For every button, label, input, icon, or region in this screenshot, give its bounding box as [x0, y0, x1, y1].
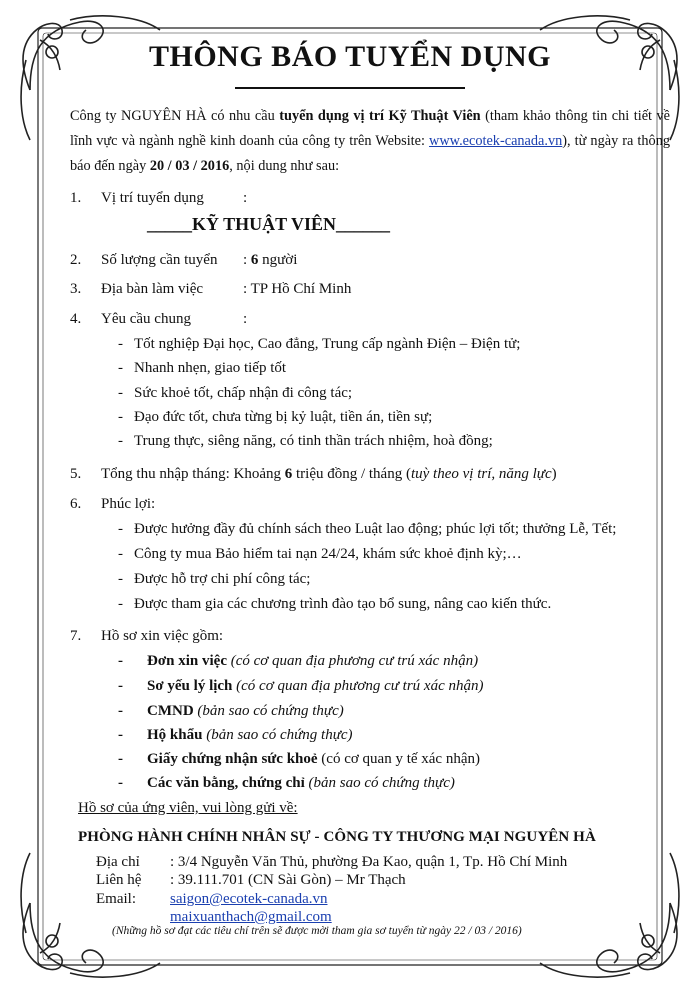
bullet: - — [118, 409, 123, 425]
address-value: : 3/4 Nguyễn Văn Thủ, phường Đa Kao, quận 1, Tp. Hồ Chí Minh — [170, 854, 568, 870]
document-note: (bản sao có chứng thực) — [193, 703, 344, 719]
phone-value: : 39.111.701 (CN Sài Gòn) – Mr Thạch — [170, 872, 406, 888]
email-link-1[interactable]: saigon@ecotek-canada.vn — [170, 891, 328, 907]
bullet: - — [118, 751, 123, 767]
document-name: Đơn xin việc — [147, 653, 227, 669]
item-number: 6. — [70, 496, 82, 512]
bullet: - — [118, 385, 123, 401]
bullet: - — [118, 521, 123, 537]
item-label: Hồ sơ xin việc gồm: — [101, 628, 224, 644]
job-title-lead: _____ — [147, 214, 192, 234]
document-note: (bản sao có chứng thực) — [202, 727, 353, 743]
headcount: 6 — [250, 252, 259, 268]
email-link-2[interactable]: maixuanthach@gmail.com — [170, 909, 332, 925]
income-note: tuỳ theo vị trí, năng lực — [410, 466, 552, 482]
footer-note: (Những hồ sơ đạt các tiêu chí trên sẽ được mời tham gia sơ tuyển từ ngày 22 / 03 / 2016) — [112, 925, 522, 937]
item-colon: : — [243, 311, 248, 327]
bullet: - — [118, 703, 123, 719]
value-suffix: người — [258, 252, 298, 268]
bullet: - — [118, 571, 123, 587]
income-text: Tổng thu nhập tháng: Khoảng — [101, 466, 285, 482]
item-value: : TP Hồ Chí Minh — [243, 281, 352, 297]
intro-paragraph — [70, 104, 670, 179]
item-text — [101, 464, 557, 484]
intro-position: tuyển dụng vị trí Kỹ Thuật Viên — [279, 108, 481, 124]
title-underline — [235, 87, 465, 89]
page-title: THÔNG BÁO TUYỂN DỤNG — [149, 40, 551, 73]
bullet-text: Trung thực, siêng năng, có tinh thần trách nhiệm, hoà đồng; — [134, 433, 493, 449]
document-name: Sơ yếu lý lịch — [147, 678, 233, 694]
income-close: ) — [551, 466, 557, 482]
item-label: Phúc lợi: — [101, 496, 156, 512]
document-note: (có cơ quan địa phương cư trú xác nhận) — [226, 653, 479, 669]
intro-text-3: ), từ ngày ra thông báo đến ngày — [70, 133, 670, 174]
bullet-text: Được hưởng đầy đủ chính sách theo Luật lao động; phúc lợi tốt; thưởng Lễ, Tết; — [134, 521, 617, 537]
bullet: - — [118, 546, 123, 562]
bullet: - — [118, 336, 123, 352]
send-instruction: Hồ sơ của ứng viên, vui lòng gửi về: — [78, 800, 298, 816]
item-value — [243, 250, 297, 270]
department-name: PHÒNG HÀNH CHÍNH NHÂN SỰ - CÔNG TY THƯƠNG MẠI NGUYÊN HÀ — [78, 829, 596, 845]
bullet: - — [118, 596, 123, 612]
intro-deadline: 20 / 03 / 2016 — [149, 158, 230, 174]
item-number: 5. — [70, 466, 82, 482]
bullet-text: Tốt nghiệp Đại học, Cao đẳng, Trung cấp ngành Điện – Điện tử; — [134, 336, 521, 352]
item-label: Địa bàn làm việc — [101, 281, 204, 297]
document-note: (có cơ quan y tế xác nhận) — [317, 751, 480, 767]
item-label: Số lượng cần tuyển — [101, 252, 218, 268]
item-number: 3. — [70, 281, 82, 297]
bullet-text: Công ty mua Bảo hiểm tai nạn 24/24, khám sức khoẻ định kỳ;… — [134, 546, 522, 562]
bullet-text: Được tham gia các chương trình đào tạo bổ sung, nâng cao kiến thức. — [134, 596, 552, 612]
phone-label: Liên hệ — [96, 872, 142, 888]
item-label: Vị trí tuyển dụng — [101, 190, 204, 206]
item-label: Yêu cầu chung — [101, 311, 191, 327]
document-name: CMND — [147, 703, 194, 719]
bullet: - — [118, 433, 123, 449]
bullet: - — [118, 775, 123, 791]
job-title — [147, 214, 390, 235]
item-number: 2. — [70, 252, 82, 268]
document-note: (có cơ quan địa phương cư trú xác nhận) — [232, 678, 484, 694]
income-amount: 6 — [284, 466, 293, 482]
bullet: - — [118, 653, 123, 669]
document-name: Giấy chứng nhận sức khoẻ — [147, 751, 318, 767]
bullet-text: Nhanh nhẹn, giao tiếp tốt — [134, 360, 287, 376]
website-link[interactable]: www.ecotek-canada.vn — [429, 133, 563, 149]
item-number: 7. — [70, 628, 82, 644]
item-number: 1. — [70, 190, 82, 206]
address-label: Địa chỉ — [96, 854, 140, 870]
item-number: 4. — [70, 311, 82, 327]
bullet: - — [118, 678, 123, 694]
job-title-trail: ______ — [336, 214, 391, 234]
item-colon: : — [243, 190, 248, 206]
email-label: Email: — [96, 891, 136, 907]
income-unit: triệu đồng / tháng ( — [292, 466, 411, 482]
intro-text-2: (tham khảo thông tin chi tiết về lĩnh vực và ngành nghề kinh doanh của công ty trên Website: — [70, 108, 670, 149]
job-title-text: KỸ THUẬT VIÊN — [192, 214, 337, 234]
bullet-text: Đạo đức tốt, chưa từng bị kỷ luật, tiền án, tiền sự; — [134, 409, 433, 425]
intro-text-4: , nội dung như sau: — [229, 158, 340, 174]
bullet-text: Được hỗ trợ chi phí công tác; — [134, 571, 311, 587]
intro-text-1: Công ty NGUYÊN HÀ có nhu cầu — [70, 108, 280, 124]
bullet-text: Sức khoẻ tốt, chấp nhận đi công tác; — [134, 385, 353, 401]
bullet: - — [118, 360, 123, 376]
document-name: Hộ khẩu — [147, 727, 203, 743]
value-prefix: : — [243, 252, 251, 268]
document-note: (bản sao có chứng thực) — [304, 775, 455, 791]
bullet: - — [118, 727, 123, 743]
document-name: Các văn bằng, chứng chỉ — [147, 775, 305, 791]
